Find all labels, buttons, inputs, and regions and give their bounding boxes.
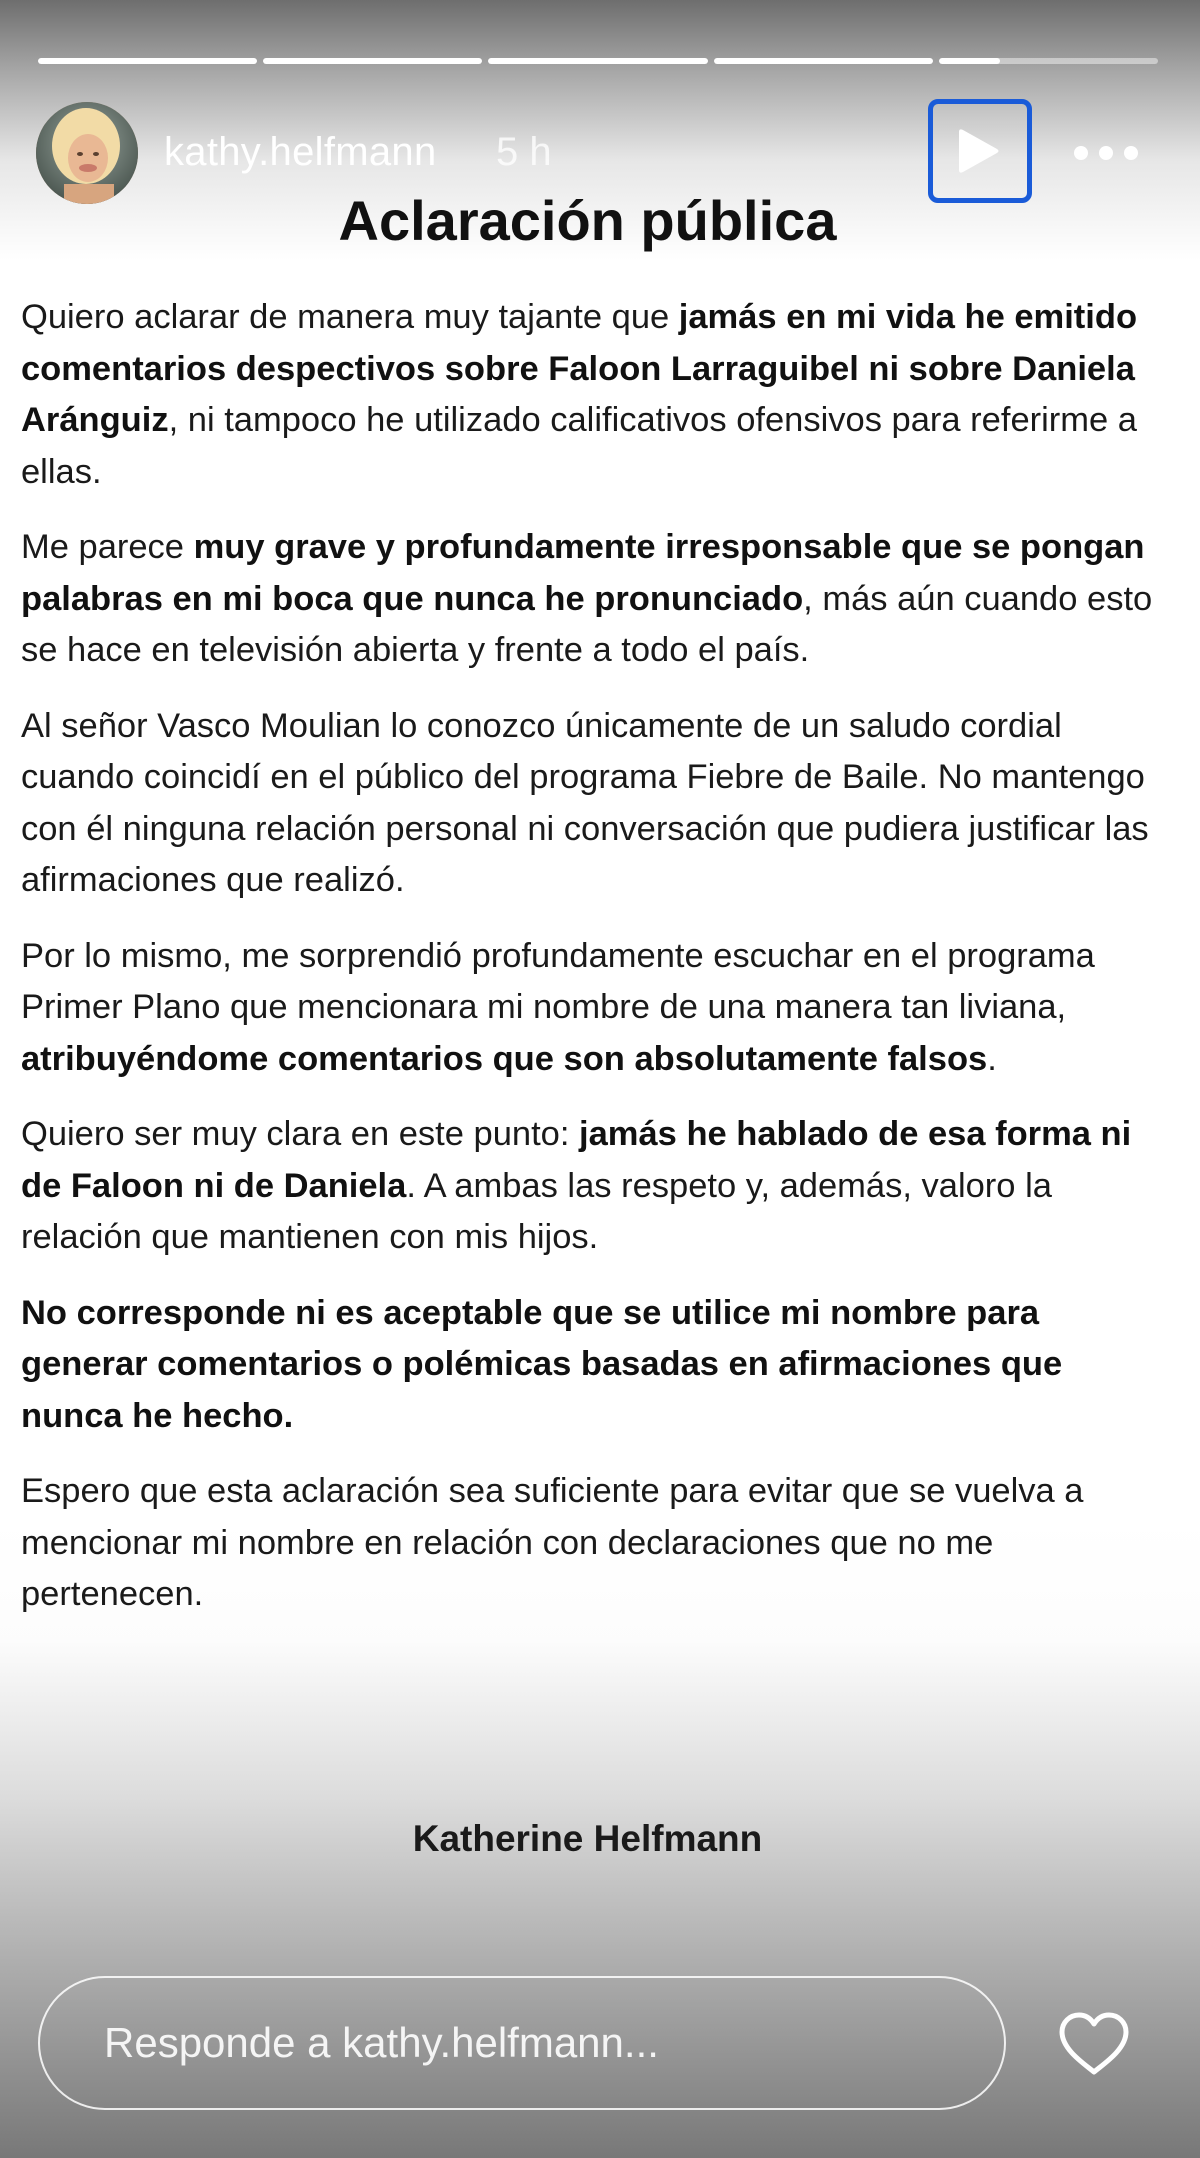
reply-input[interactable] — [38, 1976, 1006, 2110]
post-time: 5 h — [496, 130, 552, 174]
document-paragraph — [21, 522, 1171, 677]
document-paragraph — [21, 931, 1171, 1086]
progress-segment-fill — [714, 58, 933, 64]
bold-text: jamás en mi vida he emitido comentarios despectivos sobre Faloon Larraguibel ni sobre Daniela Aránguiz — [21, 298, 1138, 439]
progress-segment — [488, 58, 707, 64]
progress-segment-fill — [263, 58, 482, 64]
more-options-button[interactable] — [1066, 128, 1146, 178]
bold-text: No corresponde ni es aceptable que se utilice mi nombre para generar comentarios o polémicas basadas en afirmaciones que nunca he hecho. — [21, 1293, 1063, 1435]
text-run: Por lo mismo, me sorprendió profundamente escuchar en el programa Primer Plano que mencionara mi nombre de una manera tan liviana, — [21, 936, 1095, 1026]
more-options-icon — [1073, 145, 1139, 161]
play-icon — [957, 126, 1003, 176]
username[interactable]: kathy.helfmann — [164, 130, 437, 174]
heart-icon — [1056, 2010, 1132, 2078]
bold-text: jamás he hablado de esa forma ni de Faloon ni de Daniela — [21, 1115, 1132, 1205]
document-signature: Katherine Helfmann — [412, 1818, 763, 1859]
text-run: Al señor Vasco Moulian lo conozco únicamente de un saludo cordial cuando coincidí en el público del programa Fiebre de Baile. No mantengo con él ninguna relación personal ni conversación que pudiera justificar las afirmaciones que realizó. — [21, 706, 1149, 899]
progress-segment-fill — [38, 58, 257, 64]
document-paragraph — [21, 1288, 1171, 1443]
document-paragraph — [21, 1109, 1171, 1264]
bold-text: muy grave y profundamente irresponsable que se pongan palabras en mi boca que nunca he pronunciado — [21, 528, 1145, 618]
bold-text: atribuyéndome comentarios que son absolutamente falsos — [21, 1039, 988, 1078]
text-run: , ni tampoco he utilizado calificativos ofensivos para referirme a ellas. — [21, 401, 1137, 491]
text-run: , más aún cuando esto se hace en televisión abierta y frente a todo el país. — [21, 579, 1153, 669]
like-button[interactable] — [1048, 1998, 1140, 2090]
text-run: . — [987, 1039, 997, 1078]
progress-segment — [939, 58, 1158, 64]
document-paragraph — [21, 1466, 1171, 1621]
document-body — [21, 292, 1171, 1645]
progress-segment — [38, 58, 257, 64]
text-run: Quiero aclarar de manera muy tajante que — [21, 298, 679, 336]
text-run: Quiero ser muy clara en este punto: — [21, 1115, 580, 1153]
document-paragraph — [21, 701, 1171, 907]
text-run: Espero que esta aclaración sea suficiente para evitar que se vuelva a mencionar mi nombre en relación con declaraciones que no me pertenecen. — [21, 1472, 1084, 1613]
progress-segment-fill — [488, 58, 707, 64]
document-paragraph — [21, 292, 1171, 498]
progress-segment — [714, 58, 933, 64]
progress-segment-fill — [939, 58, 1000, 64]
document-title: Aclaración pública — [338, 189, 837, 252]
story-progress-bar — [38, 58, 1158, 64]
text-run: Me parece — [21, 528, 194, 566]
progress-segment — [263, 58, 482, 64]
text-run: . A ambas las respeto y, además, valoro la relación que mantienen con mis hijos. — [21, 1166, 1052, 1256]
